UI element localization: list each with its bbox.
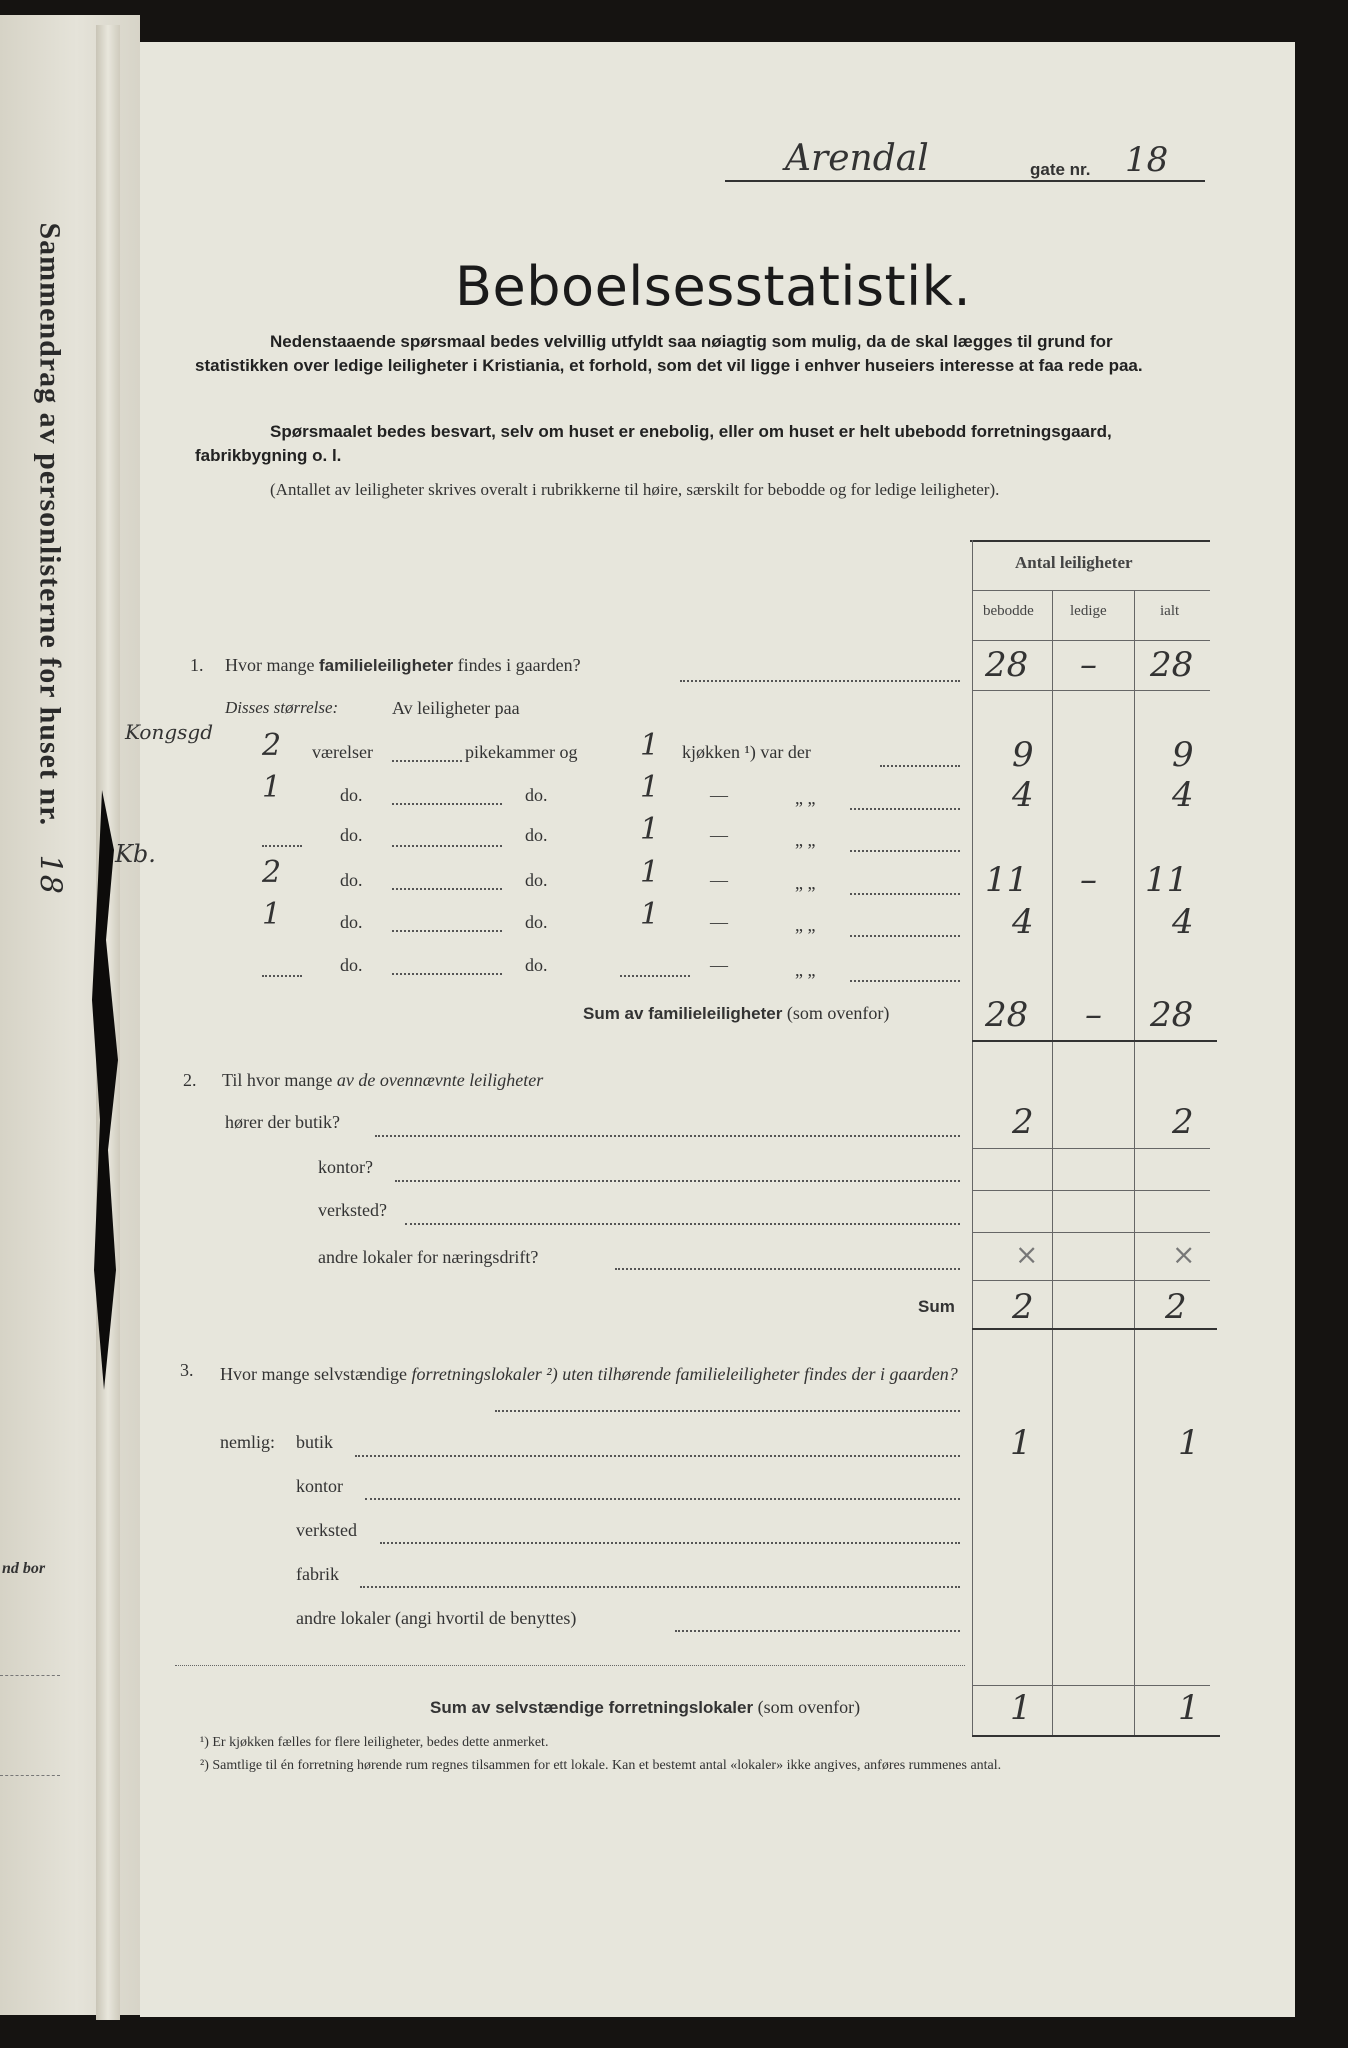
q3-sum-ialt: 1	[1178, 1688, 1200, 1728]
size-row-2-rooms: 1	[262, 770, 282, 805]
dot-leader	[880, 765, 960, 767]
ditto-mark: „ „	[795, 788, 816, 808]
q3-sum-rule	[972, 1735, 1220, 1737]
do-label: do.	[340, 870, 363, 890]
q2-row-andre: andre lokaler for næringsdrift?	[318, 1247, 539, 1267]
table-header-bottom	[972, 640, 1210, 641]
q1-ialt: 28	[1150, 645, 1194, 685]
dot-leader	[392, 760, 462, 762]
q2-andre-ialt: ×	[1172, 1238, 1196, 1271]
dot-leader	[850, 893, 960, 895]
footnote-1: ¹) Er kjøkken fælles for flere leiligheter, bedes dette anmerket.	[200, 1735, 549, 1750]
q3-row-kontor: kontor	[296, 1476, 343, 1496]
gate-label: gate nr.	[1030, 160, 1091, 179]
size-row-4-bebodde: 11	[985, 860, 1029, 900]
col-ialt: ialt	[1160, 603, 1180, 619]
column-divider	[1052, 590, 1053, 1735]
dot-leader	[392, 973, 502, 975]
q1-question: Hvor mange familieleiligheter findes i gaarden?	[225, 655, 581, 675]
dot-leader	[392, 803, 502, 805]
size-row-1-ialt: 9	[1172, 735, 1194, 775]
do-label: do.	[340, 785, 363, 805]
divider-dotted	[175, 1665, 965, 1666]
dot-leader	[615, 1268, 960, 1270]
dash-label: —	[710, 825, 728, 845]
size-row-5-rooms: 1	[262, 897, 282, 932]
dot-leader	[392, 845, 502, 847]
q1-sum-rule	[972, 1040, 1217, 1042]
col-bebodde: bebodde	[983, 603, 1034, 619]
do-label: do.	[525, 955, 548, 975]
size-row-1-rooms: 2	[262, 728, 282, 763]
dash-label: —	[710, 912, 728, 932]
col-ledige: ledige	[1070, 603, 1107, 619]
gate-number: 18	[1125, 140, 1169, 180]
q3-row-butik: butik	[296, 1432, 334, 1452]
q2-question: Til hvor mange av de ovennævnte leiligheter	[222, 1070, 544, 1090]
ditto-mark: „ „	[795, 873, 816, 893]
dot-leader	[392, 930, 502, 932]
dot-leader	[392, 888, 502, 890]
q3-row-verksted: verksted	[296, 1520, 357, 1540]
dash-label: —	[710, 785, 728, 805]
q3-sum-bebodde: 1	[1010, 1688, 1032, 1728]
left-page-dashed-line	[0, 1675, 60, 1676]
dot-leader	[380, 1542, 960, 1544]
q2-butik-ialt: 2	[1172, 1102, 1194, 1142]
dot-leader	[850, 980, 960, 982]
margin-note-1: Kongsgd	[125, 720, 213, 744]
q2-andre-bebodde: ×	[1015, 1238, 1039, 1271]
table-header-divider	[972, 590, 1210, 591]
dot-leader	[262, 975, 302, 977]
size-row-2-bebodde: 4	[1012, 775, 1034, 815]
row-divider	[972, 690, 1210, 691]
q1-sum-ledige: –	[1085, 995, 1102, 1035]
size-text: Av leiligheter paa	[392, 698, 520, 718]
dot-leader	[850, 850, 960, 852]
left-page-side-label: nd bor	[2, 1560, 46, 1577]
left-page-dashed-line	[0, 1775, 60, 1776]
do-label: do.	[525, 825, 548, 845]
table-group-header: Antal leiligheter	[1015, 553, 1133, 572]
ditto-mark: „ „	[795, 915, 816, 935]
q2-sum-rule	[972, 1328, 1217, 1330]
dash-label: —	[710, 955, 728, 975]
do-label: do.	[340, 912, 363, 932]
size-row-4-kitchens: 1	[640, 855, 660, 890]
ditto-mark: „ „	[795, 830, 816, 850]
intro-paragraph-1: Nedenstaaende spørsmaal bedes velvillig utfyldt saa nøiagtig som mulig, da de skal lægges til grund for statistikken over ledige leiligheter i Kristiania, et forhold, som det vil ligge i enhver huseiers interesse at faa rede paa.	[195, 332, 1143, 375]
q1-sum-bebodde: 28	[985, 995, 1029, 1035]
left-page-vertical-text: Sammendrag av personlisterne for huset nr. 18	[32, 222, 68, 895]
dot-leader	[365, 1498, 960, 1500]
footnote-2: ²) Samtlige til én forretning hørende rum regnes tilsammen for ett lokale. Kan et bestemt antal «lokaler» ikke angives, anføres rummenes antal.	[200, 1758, 1002, 1773]
ditto-mark: „ „	[795, 960, 816, 980]
q2-butik-bebodde: 2	[1012, 1102, 1034, 1142]
q1-bebodde: 28	[985, 645, 1029, 685]
dot-leader	[405, 1223, 960, 1225]
q2-sum-bebodde: 2	[1012, 1287, 1034, 1327]
q2-number: 2.	[183, 1070, 197, 1090]
do-label: do.	[340, 825, 363, 845]
q1-sum-ialt: 28	[1150, 995, 1194, 1035]
q3-question: Hvor mange selvstændige forretningslokaler ²) uten tilhørende familieleiligheter findes der i gaarden?	[220, 1364, 958, 1384]
q2-row-butik: hører der butik?	[225, 1112, 340, 1132]
dot-leader	[262, 845, 302, 847]
vaerelser-label: værelser	[312, 742, 373, 762]
street-name: Arendal	[785, 138, 929, 179]
size-row-4-ledige: –	[1080, 860, 1097, 900]
size-row-5-kitchens: 1	[640, 897, 660, 932]
size-row-3-kitchens: 1	[640, 812, 660, 847]
do-label: do.	[525, 912, 548, 932]
do-label: do.	[340, 955, 363, 975]
q2-row-kontor: kontor?	[318, 1157, 373, 1177]
column-divider	[1134, 590, 1135, 1735]
q3-nemlig: nemlig:	[220, 1432, 275, 1452]
row-divider	[972, 1280, 1210, 1281]
size-row-1-bebodde: 9	[1012, 735, 1034, 775]
dash-label: —	[710, 870, 728, 890]
size-row-4-ialt: 11	[1145, 860, 1189, 900]
size-row-2-kitchens: 1	[640, 770, 660, 805]
dot-leader	[360, 1586, 960, 1588]
dot-leader	[680, 680, 960, 682]
size-row-5-bebodde: 4	[1012, 902, 1034, 942]
row-divider	[972, 1148, 1210, 1149]
q2-sum-ialt: 2	[1165, 1287, 1187, 1327]
do-label: do.	[525, 785, 548, 805]
q3-row-andre: andre lokaler (angi hvortil de benyttes)	[296, 1608, 577, 1628]
q2-row-verksted: verksted?	[318, 1200, 387, 1220]
do-label: do.	[525, 870, 548, 890]
dot-leader	[850, 808, 960, 810]
q3-number: 3.	[180, 1360, 194, 1380]
row-divider	[972, 1232, 1210, 1233]
q1-number: 1.	[190, 655, 204, 675]
row-divider	[972, 1190, 1210, 1191]
q3-butik-ialt: 1	[1178, 1423, 1200, 1463]
pikekammer-label: pikekammer og	[465, 742, 578, 762]
table-left-border	[972, 540, 973, 1735]
size-label: Disses størrelse:	[225, 698, 339, 717]
margin-note-2: Kb.	[115, 840, 156, 868]
q3-row-fabrik: fabrik	[296, 1564, 339, 1584]
dot-leader	[395, 1180, 960, 1182]
q3-sum-label: Sum av selvstændige forretningslokaler (som ovenfor)	[430, 1697, 861, 1717]
street-line	[725, 180, 1205, 182]
dot-leader	[675, 1630, 960, 1632]
dot-leader	[850, 935, 960, 937]
page-title: Beboelsesstatistik.	[455, 255, 972, 318]
dot-leader	[355, 1455, 960, 1457]
size-row-1-kitchens: 1	[640, 728, 660, 763]
q3-butik-bebodde: 1	[1010, 1423, 1032, 1463]
table-top-border	[970, 540, 1210, 542]
q2-sum-label: Sum	[918, 1297, 955, 1316]
dot-leader	[620, 975, 690, 977]
q1-sum-label: Sum av familieleiligheter (som ovenfor)	[583, 1003, 890, 1023]
intro-paragraph-3: (Antallet av leiligheter skrives overalt i rubrikkerne til høire, særskilt for bebodde og for ledige leiligheter).	[270, 480, 1000, 499]
size-row-5-ialt: 4	[1172, 902, 1194, 942]
size-row-2-ialt: 4	[1172, 775, 1194, 815]
dot-leader	[495, 1410, 960, 1412]
kjokken-label: kjøkken ¹) var der	[682, 742, 811, 762]
row-divider	[972, 1685, 1210, 1686]
size-row-4-rooms: 2	[262, 855, 282, 890]
intro-paragraph-2: Spørsmaalet bedes besvart, selv om huset er enebolig, eller om huset er helt ubebodd forretningsgaard, fabrikbygning o. l.	[195, 422, 1112, 465]
q1-ledige: –	[1080, 645, 1097, 685]
dot-leader	[375, 1135, 960, 1137]
